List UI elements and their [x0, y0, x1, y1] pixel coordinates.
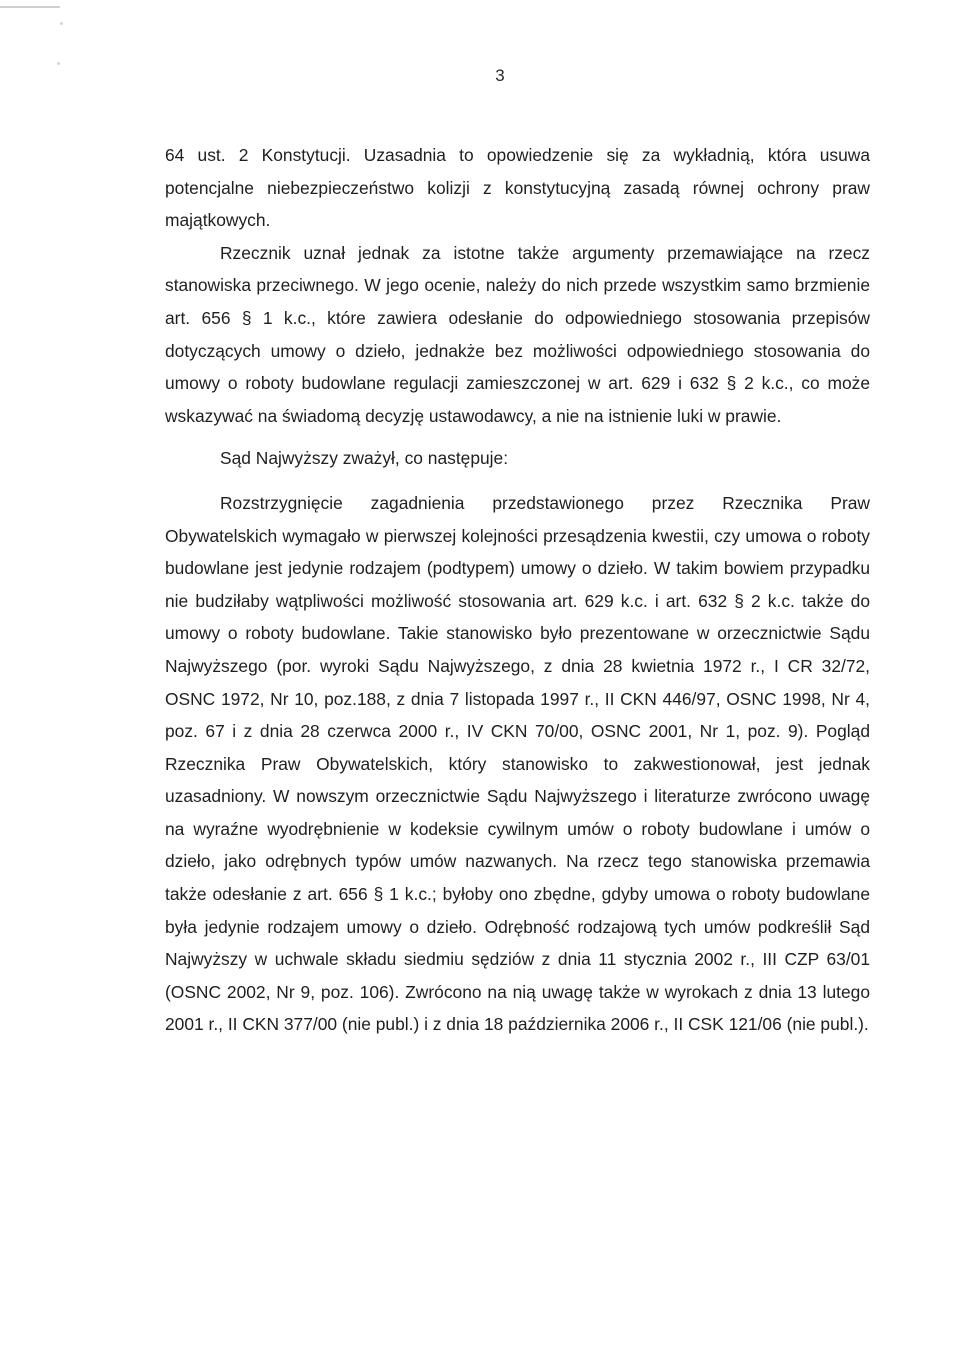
paragraph-constitution-reference: 64 ust. 2 Konstytucji. Uzasadnia to opowiedzenie się za wykładnią, która usuwa potencjalne niebezpieczeństwo kolizji z konstytucyjną zasadą równej ochrony praw majątkowych. [165, 145, 870, 231]
document-body [165, 139, 870, 1041]
spacer [165, 432, 870, 442]
paragraph-ombudsman-arguments: Rzecznik uznał jednak za istotne także argumenty przemawiające na rzecz stanowiska przeciwnego. W jego ocenie, należy do nich przede wszystkim samo brzmienie art. 656 § 1 k.c., które zawiera odesłanie do odpowiedniego stosowania przepisów dotyczących umowy o dzieło, jednakże bez możliwości odpowiedniego stosowania do umowy o roboty budowlane regulacji zamieszczonej w art. 629 i 632 § 2 k.c., co może wskazywać na świadomą decyzję ustawodawcy, a nie na istnienie luki w prawie. [165, 242, 870, 426]
scan-speck [60, 22, 63, 25]
paragraph-court-reasoning: Rozstrzygnięcie zagadnienia przedstawionego przez Rzecznika Praw Obywatelskich wymagało w pierwszej kolejności przesądzenia kwestii, czy umowa o roboty budowlane jest jedynie rodzajem (podtypem) umowy o dzieło. W takim bowiem przypadku nie budziłaby wątpliwości możliwość stosowania art. 629 k.c. i art. 632 § 2 k.c. także do umowy o roboty budowlane. Takie stanowisko było prezentowane w orzecznictwie Sądu Najwyższego (por. wyroki Sądu Najwyższego, z dnia 28 kwietnia 1972 r., I CR 32/72, OSNC 1972, Nr 10, poz.188, z dnia 7 listopada 1997 r., II CKN 446/97, OSNC 1998, Nr 4, poz. 67 i z dnia 28 czerwca 2000 r., IV CKN 70/00, OSNC 2001, Nr 1, poz. 9). Pogląd Rzecznika Praw Obywatelskich, który stanowisko to zakwestionował, jest jednak uzasadniony. W nowszym orzecznictwie Sądu Najwyższego i literaturze zwrócono uwagę na wyraźne wyodrębnienie w kodeksie cywilnym umów o roboty budowlane i umów o dzieło, jako odrębnych typów umów nazwanych. Na rzecz tego stanowiska przemawia także odesłanie z art. 656 § 1 k.c.; byłoby ono zbędne, gdyby umowa o roboty budowlane była jedynie rodzajem umowy o dzieło. Odrębność rodzajową tych umów podkreślił Sąd Najwyższy w uchwale składu siedmiu sędziów z dnia 11 stycznia 2002 r., III CZP 63/01 (OSNC 2002, Nr 9, poz. 106). Zwrócono na nią uwagę także w wyrokach z dnia 13 lutego 2001 r., II CKN 377/00 (nie publ.) i z dnia 18 października 2006 r., II CSK 121/06 (nie publ.). [165, 492, 870, 1035]
scan-edge-mark [0, 6, 60, 8]
spacer [165, 475, 870, 487]
page-number: 3 [495, 66, 505, 85]
section-heading: Sąd Najwyższy zważył, co następuje: [220, 448, 509, 469]
scan-speck [57, 62, 60, 65]
